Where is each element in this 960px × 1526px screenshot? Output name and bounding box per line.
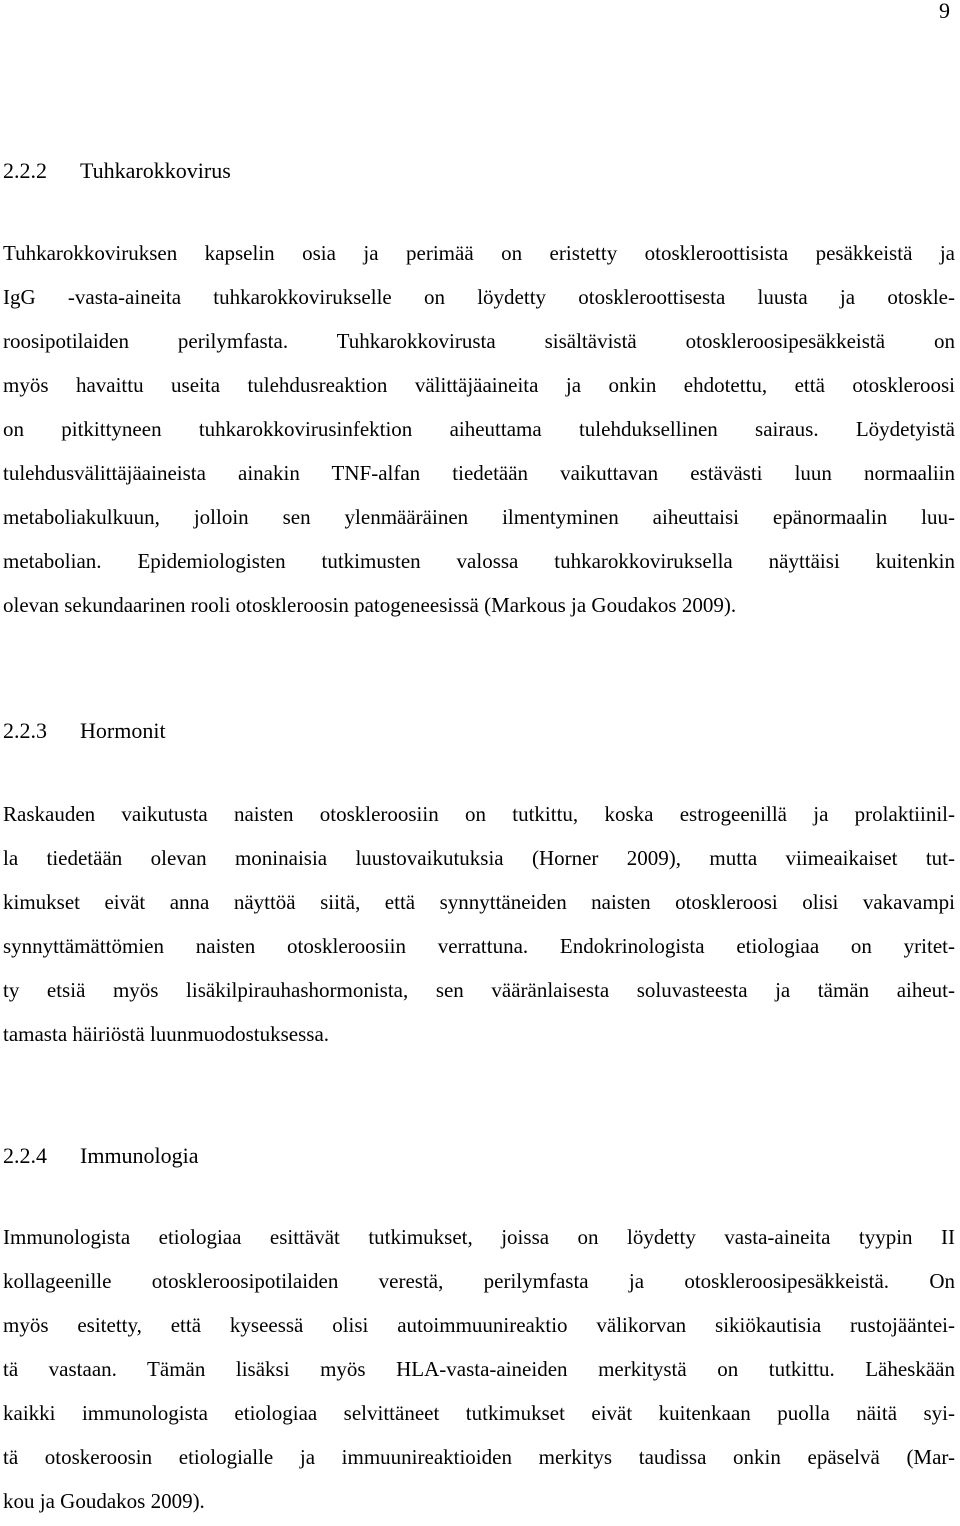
paragraph-line: kimukset eivät anna näyttöä siitä, että synnyttäneiden naisten otoskleroosi olisi vakavampi [3,890,955,914]
paragraph-line: ty etsiä myös lisäkilpirauhashormonista, sen vääränlaisesta soluvasteesta ja tämän aiheut- [3,978,955,1002]
paragraph-line: kou ja Goudakos 2009). [3,1489,205,1513]
section-heading [3,1142,199,1170]
paragraph-line: olevan sekundaarinen rooli otoskleroosin patogeneesissä (Markous ja Goudakos 2009). [3,593,737,617]
paragraph-line: IgG -vasta-aineita tuhkarokkovirukselle on löydetty otoskleroottisesta luusta ja otoskle- [3,285,955,309]
section-number: 2.2.2 [3,158,47,183]
paragraph-line: synnyttämättömien naisten otoskleroosiin verrattuna. Endokrinologista etiologiaa on yritet- [3,934,955,958]
section-title: Hormonit [80,718,166,743]
paragraph-line: roosipotilaiden perilymfasta. Tuhkarokkovirusta sisältävistä otoskleroosipesäkkeistä on [3,329,955,353]
paragraph-line: tulehdusvälittäjäaineista ainakin TNF-alfan tiedetään vaikuttavan estävästi luun normaaliin [3,461,955,485]
paragraph-line: metabolian. Epidemiologisten tutkimusten valossa tuhkarokkoviruksella näyttäisi kuitenkin [3,549,955,573]
section-paragraph [3,792,955,1056]
paragraph-line: tä vastaan. Tämän lisäksi myös HLA-vasta-aineiden merkitystä on tutkittu. Läheskään [3,1357,955,1381]
paragraph-line: tamasta häiriöstä luunmuodostuksessa. [3,1022,330,1046]
page-number: 9 [939,0,950,23]
paragraph-line: kollageenille otoskleroosipotilaiden verestä, perilymfasta ja otoskleroosipesäkkeistä. On [3,1269,955,1293]
paragraph-line: metaboliakulkuun, jolloin sen ylenmääräinen ilmentyminen aiheuttaisi epänormaalin luu- [3,505,955,529]
section-number: 2.2.4 [3,1143,47,1168]
paragraph-line: Immunologista etiologiaa esittävät tutkimukset, joissa on löydetty vasta-aineita tyypin II [3,1225,955,1249]
paragraph-line: tä otoskeroosin etiologialle ja immuunireaktioiden merkitys taudissa onkin epäselvä (Mar- [3,1445,955,1469]
section-title: Immunologia [80,1143,199,1168]
paragraph-line: la tiedetään olevan moninaisia luustovaikutuksia (Horner 2009), mutta viimeaikaiset tut- [3,846,955,870]
section-heading [3,717,166,745]
paragraph-line: Tuhkarokkoviruksen kapselin osia ja perimää on eristetty otoskleroottisista pesäkkeistä ja [3,241,955,265]
paragraph-line: myös esitetty, että kyseessä olisi autoimmuunireaktio välikorvan sikiökautisia rustojääntei- [3,1313,955,1337]
paragraph-line: Raskauden vaikutusta naisten otoskleroosiin on tutkittu, koska estrogeenillä ja prolaktiinil- [3,802,955,826]
section-title: Tuhkarokkovirus [80,158,231,183]
section-paragraph [3,1215,955,1523]
paragraph-line: on pitkittyneen tuhkarokkovirusinfektion aiheuttama tulehduksellinen sairaus. Löydetyistä [3,417,955,441]
section-heading [3,157,231,185]
section-paragraph [3,231,955,627]
paragraph-line: myös havaittu useita tulehdusreaktion välittäjäaineita ja onkin ehdotettu, että otoskleroosi [3,373,955,397]
paragraph-line: kaikki immunologista etiologiaa selvittäneet tutkimukset eivät kuitenkaan puolla näitä syi- [3,1401,955,1425]
section-number: 2.2.3 [3,718,47,743]
